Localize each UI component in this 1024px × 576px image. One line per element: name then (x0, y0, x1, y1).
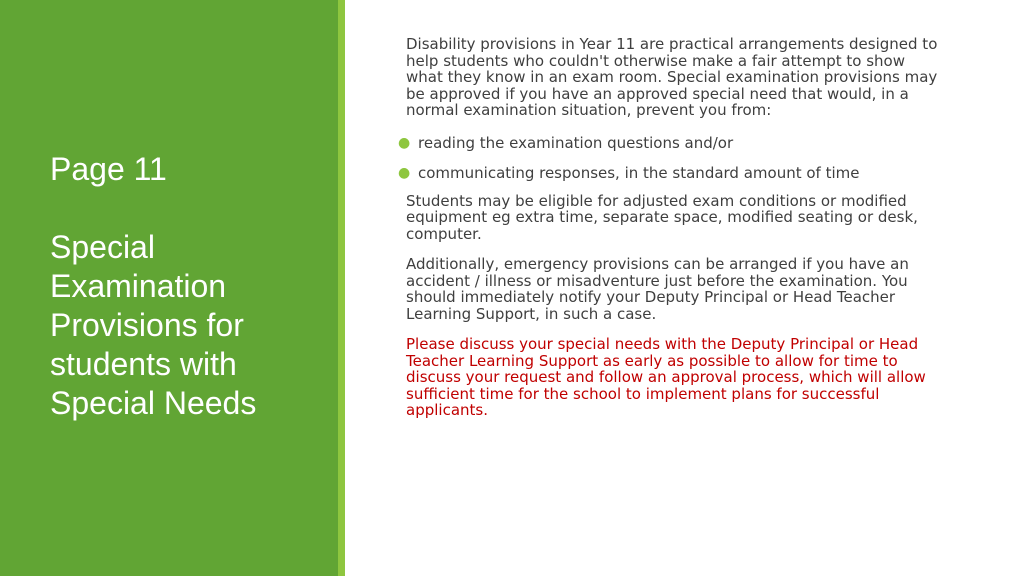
emergency-paragraph: Additionally, emergency provisions can be arranged if you have an accident / illness or misadventure just before the examination. You should immediately notify your Deputy Principal or Head Teacher Learning Support, in such a case. (406, 255, 909, 323)
slide-title-block (50, 150, 330, 423)
list-item (398, 163, 946, 183)
slide-body (398, 35, 946, 419)
bullet-list (398, 133, 946, 183)
accent-stripe (338, 0, 345, 576)
list-item (398, 133, 946, 153)
intro-paragraph: Disability provisions in Year 11 are practical arrangements designed to help students who couldn't otherwise make a fair attempt to show what they know in an exam room. Special examination provisions may be approved if you have an approved special need that would, in a normal examination situation, prevent you from: (406, 35, 938, 119)
bullet-icon: ● (398, 134, 411, 151)
bullet-icon: ● (398, 164, 411, 181)
page-label: Page 11 (50, 151, 167, 187)
bullet-text: reading the examination questions and/or (418, 133, 734, 152)
eligibility-paragraph: Students may be eligible for adjusted exam conditions or modified equipment eg extra time, separate space, modified seating or desk, computer. (406, 191, 918, 243)
notice-paragraph: Please discuss your special needs with the Deputy Principal or Head Teacher Learning Support as early as possible to allow for time to discuss your request and follow an approval process, which will allow sufficient time for the school to implement plans for successful applicants. (406, 335, 926, 419)
bullet-text: communicating responses, in the standard amount of time (418, 163, 860, 182)
slide-heading: Special Examination Provisions for students with Special Needs (50, 229, 257, 421)
